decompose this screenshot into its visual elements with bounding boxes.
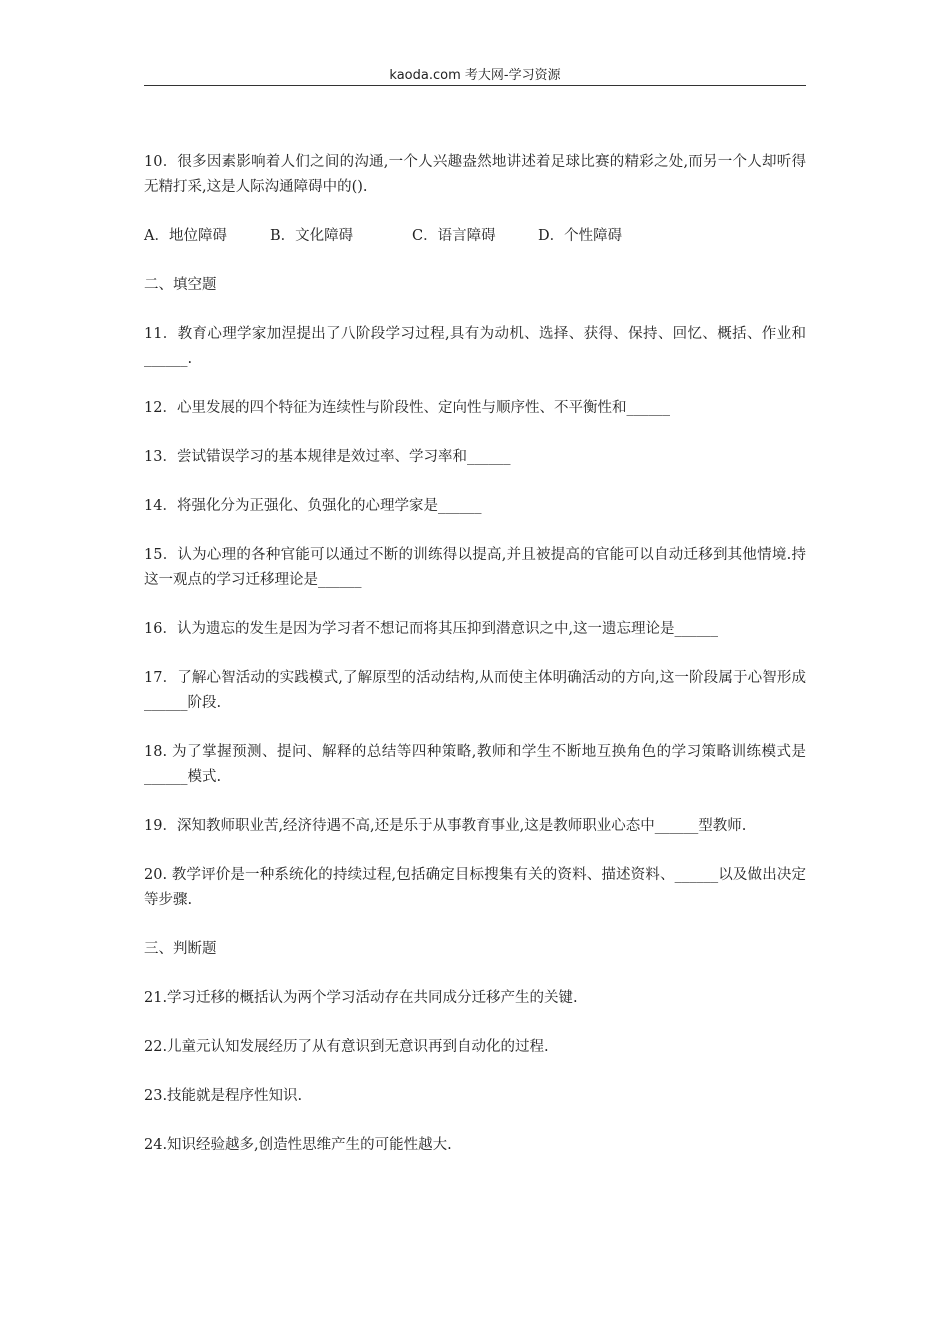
option-d: D．个性障碍 [538, 228, 623, 244]
question-13: 13．尝试错误学习的基本规律是效过率、学习率和______ [144, 449, 511, 465]
section-title-true-false: 三、判断题 [144, 941, 217, 957]
question-16: 16．认为遗忘的发生是因为学习者不想记而将其压抑到潜意识之中,这一遗忘理论是______ [144, 621, 719, 637]
option-c: C．语言障碍 [412, 228, 496, 244]
question-18: 18. 为了掌握预测、提问、解释的总结等四种策略,教师和学生不断地互换角色的学习策略训练模式是______模式. [144, 744, 806, 785]
question-22: 22.儿童元认知发展经历了从有意识到无意识再到自动化的过程. [144, 1039, 549, 1055]
header-divider [144, 85, 806, 86]
question-10: 10．很多因素影响着人们之间的沟通,一个人兴趣盎然地讲述着足球比赛的精彩之处,而另一个人却听得无精打采,这是人际沟通障碍中的(). [144, 154, 806, 195]
question-24: 24.知识经验越多,创造性思维产生的可能性越大. [144, 1137, 452, 1153]
question-12: 12．心里发展的四个特征为连续性与阶段性、定向性与顺序性、不平衡性和______ [144, 400, 670, 416]
section-title-fill-in: 二、填空题 [144, 277, 217, 293]
question-10-options [144, 224, 806, 249]
document-body [144, 150, 806, 1182]
option-b: B．文化障碍 [270, 228, 354, 244]
question-21: 21.学习迁移的概括认为两个学习活动存在共同成分迁移产生的关键. [144, 990, 578, 1006]
question-15: 15．认为心理的各种官能可以通过不断的训练得以提高,并且被提高的官能可以自动迁移到其他情境.持这一观点的学习迁移理论是______ [144, 547, 806, 588]
question-20: 20. 教学评价是一种系统化的持续过程,包括确定目标搜集有关的资料、描述资料、______以及做出决定等步骤. [144, 867, 806, 908]
page-header: kaoda.com 考大网-学习资源 [389, 68, 561, 83]
option-a: A．地位障碍 [144, 228, 227, 244]
question-23: 23.技能就是程序性知识. [144, 1088, 303, 1104]
question-14: 14．将强化分为正强化、负强化的心理学家是______ [144, 498, 482, 514]
question-19: 19．深知教师职业苦,经济待遇不高,还是乐于从事教育事业,这是教师职业心态中______型教师. [144, 818, 747, 834]
question-11: 11．教育心理学家加涅提出了八阶段学习过程,具有为动机、选择、获得、保持、回忆、概括、作业和______. [144, 326, 806, 367]
question-17: 17．了解心智活动的实践模式,了解原型的活动结构,从而使主体明确活动的方向,这一阶段属于心智形成______阶段. [144, 670, 806, 711]
